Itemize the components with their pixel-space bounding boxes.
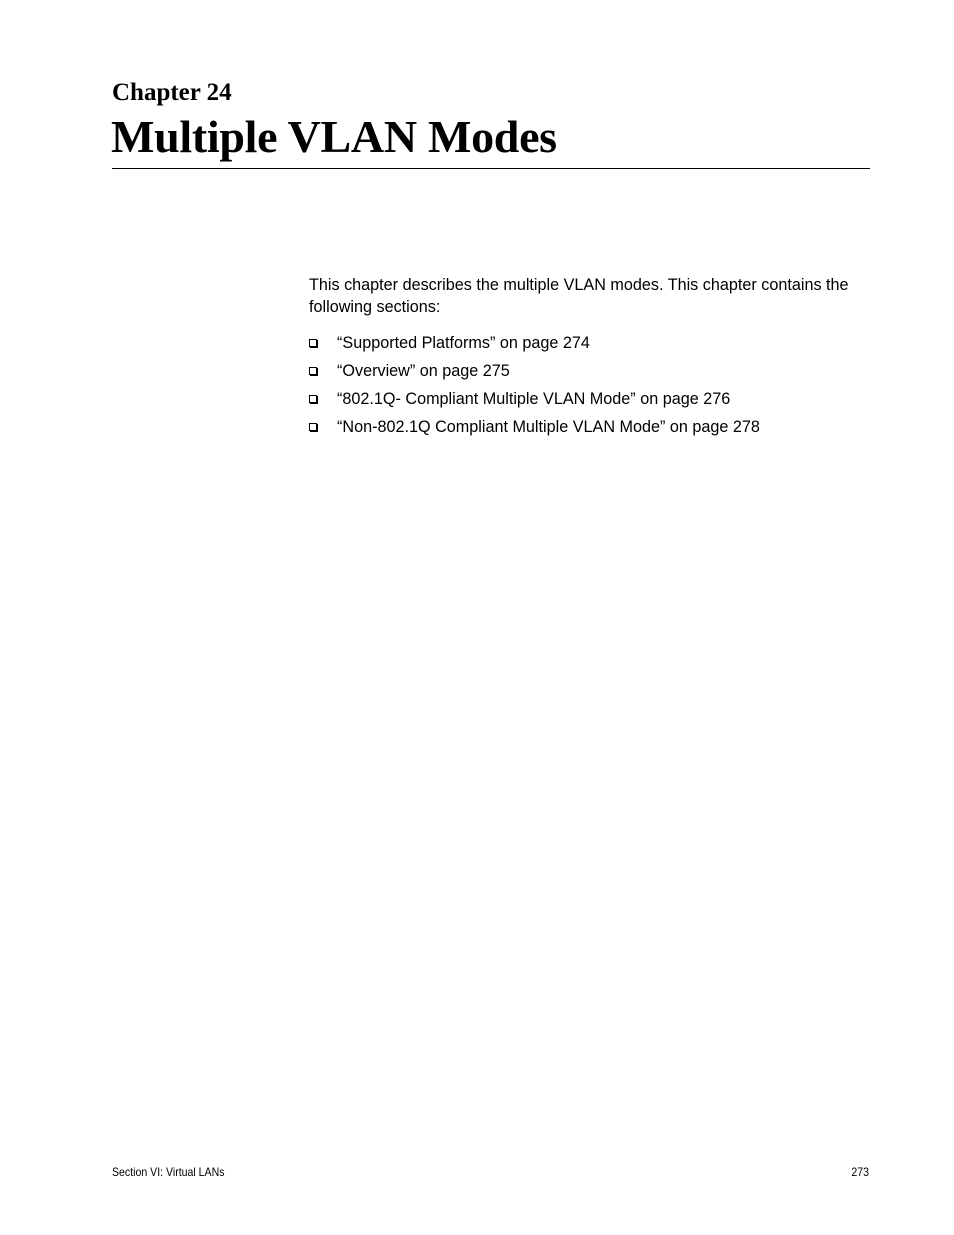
section-link-overview[interactable] bbox=[309, 360, 760, 388]
section-link-8021q-compliant[interactable] bbox=[309, 388, 760, 416]
section-link-label: “Supported Platforms” on page 274 bbox=[337, 334, 590, 352]
checkbox-bullet-icon bbox=[309, 339, 317, 347]
checkbox-bullet-icon bbox=[309, 395, 317, 403]
footer-section-name: Section VI: Virtual LANs bbox=[112, 1165, 225, 1179]
section-link-label: “Overview” on page 275 bbox=[337, 362, 510, 380]
section-list bbox=[309, 332, 760, 444]
intro-paragraph: This chapter describes the multiple VLAN modes. This chapter contains the following sections: bbox=[309, 276, 849, 316]
checkbox-bullet-icon bbox=[309, 367, 317, 375]
chapter-label: Chapter 24 bbox=[112, 79, 232, 106]
chapter-title: Multiple VLAN Modes bbox=[111, 111, 557, 162]
title-divider bbox=[112, 168, 870, 169]
footer-page-number: 273 bbox=[851, 1165, 869, 1179]
section-link-label: “802.1Q- Compliant Multiple VLAN Mode” on page 276 bbox=[337, 390, 731, 408]
section-link-non-8021q-compliant[interactable] bbox=[309, 416, 760, 444]
checkbox-bullet-icon bbox=[309, 423, 317, 431]
section-link-supported-platforms[interactable] bbox=[309, 332, 760, 360]
section-link-label: “Non-802.1Q Compliant Multiple VLAN Mode” on page 278 bbox=[337, 418, 760, 436]
